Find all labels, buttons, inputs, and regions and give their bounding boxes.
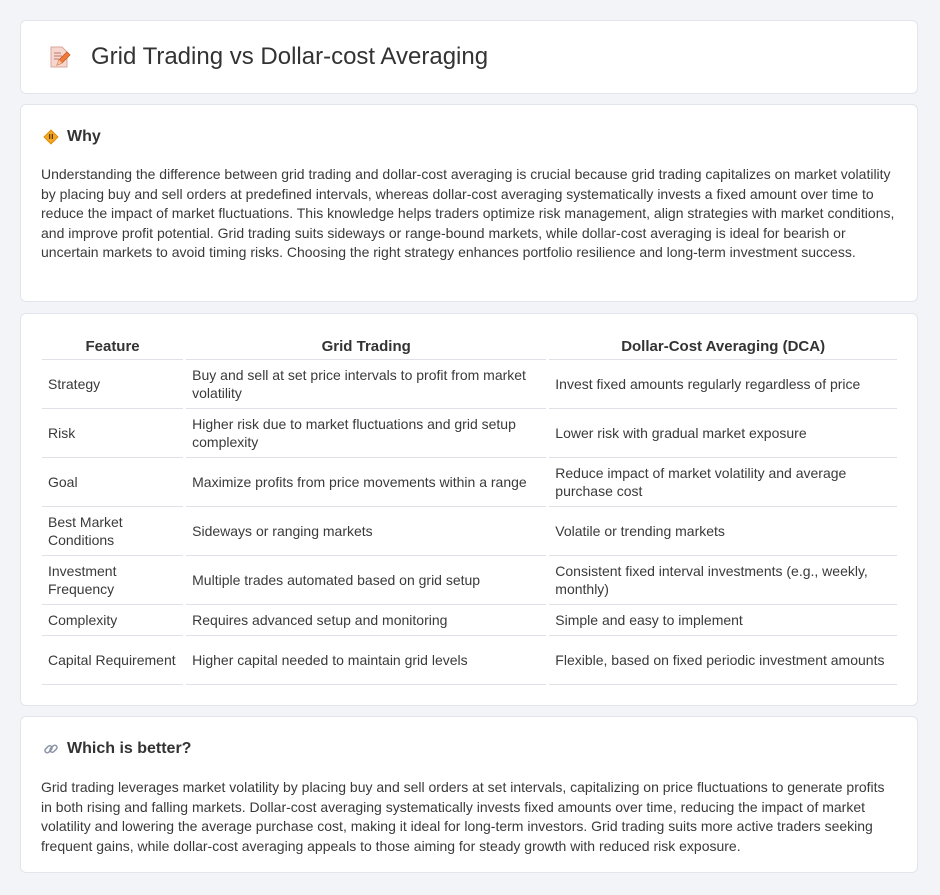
table-row (42, 605, 897, 636)
table-cell-dca: Lower risk with gradual market exposure (549, 409, 897, 458)
table-header-feature: Feature (42, 335, 183, 360)
table-cell-grid: Maximize profits from price movements within a range (186, 458, 546, 507)
table-cell-dca: Flexible, based on fixed periodic investment amounts (549, 636, 897, 685)
diamond-warning-icon (43, 129, 59, 145)
table-header-grid-trading: Grid Trading (186, 335, 546, 360)
table-cell-dca: Invest fixed amounts regularly regardless of price (549, 360, 897, 409)
table-cell-feature: Capital Requirement (42, 636, 183, 685)
table-cell-feature: Complexity (42, 605, 183, 636)
page-title: Grid Trading vs Dollar-cost Averaging (91, 43, 489, 70)
which-is-better-section (20, 716, 918, 873)
table-cell-grid: Buy and sell at set price intervals to profit from market volatility (186, 360, 546, 409)
which-is-better-paragraph: Grid trading leverages market volatility by placing buy and sell orders at set intervals, capitalizing on price fluctuations to generate profits in both rising and falling markets. Dollar-cost averaging systematically invests fixed amounts over time, reducing the impact of market volatility and lowering the average purchase cost, making it ideal for long-term investors. Grid trading suits more active traders seeking frequent gains, while dollar-cost averaging appeals to those aiming for steady growth with reduced risk exposure. (41, 779, 885, 854)
table-row (42, 360, 897, 409)
table-cell-grid: Higher risk due to market fluctuations and grid setup complexity (186, 409, 546, 458)
table-cell-grid: Multiple trades automated based on grid setup (186, 556, 546, 605)
table-cell-feature: Goal (42, 458, 183, 507)
table-cell-feature: Strategy (42, 360, 183, 409)
why-paragraph: Understanding the difference between grid trading and dollar-cost averaging is crucial because grid trading capitalizes on market volatility by placing buy and sell orders at predefined intervals, whereas dollar-cost averaging systematically invests a fixed amount over time to reduce the impact of market fluctuations. This knowledge helps traders optimize risk management, align strategies with market conditions, and improve profit potential. Grid trading suits sideways or range-bound markets, while dollar-cost averaging is ideal for bearish or uncertain markets to avoid timing risks. Choosing the right strategy enhances portfolio resilience and long-term investment success. (41, 166, 895, 260)
why-section (20, 104, 918, 302)
table-cell-grid: Sideways or ranging markets (186, 507, 546, 556)
table-row (42, 458, 897, 507)
table-cell-dca: Consistent fixed interval investments (e.g., weekly, monthly) (549, 556, 897, 605)
table-cell-feature: Investment Frequency (42, 556, 183, 605)
table-header-dca: Dollar-Cost Averaging (DCA) (549, 335, 897, 360)
table-row (42, 636, 897, 685)
table-cell-grid: Higher capital needed to maintain grid levels (186, 636, 546, 685)
table-cell-dca: Simple and easy to implement (549, 605, 897, 636)
comparison-table-card (20, 313, 918, 706)
document-pencil-icon (47, 45, 71, 69)
title-card (20, 20, 918, 94)
table-cell-feature: Best Market Conditions (42, 507, 183, 556)
table-row (42, 409, 897, 458)
table-cell-dca: Volatile or trending markets (549, 507, 897, 556)
table-row (42, 556, 897, 605)
table-cell-grid: Requires advanced setup and monitoring (186, 605, 546, 636)
which-is-better-heading: Which is better? (67, 740, 192, 757)
table-row (42, 507, 897, 556)
why-heading: Why (67, 128, 101, 145)
comparison-table (39, 335, 900, 685)
table-cell-feature: Risk (42, 409, 183, 458)
link-icon (43, 741, 59, 757)
table-cell-dca: Reduce impact of market volatility and average purchase cost (549, 458, 897, 507)
